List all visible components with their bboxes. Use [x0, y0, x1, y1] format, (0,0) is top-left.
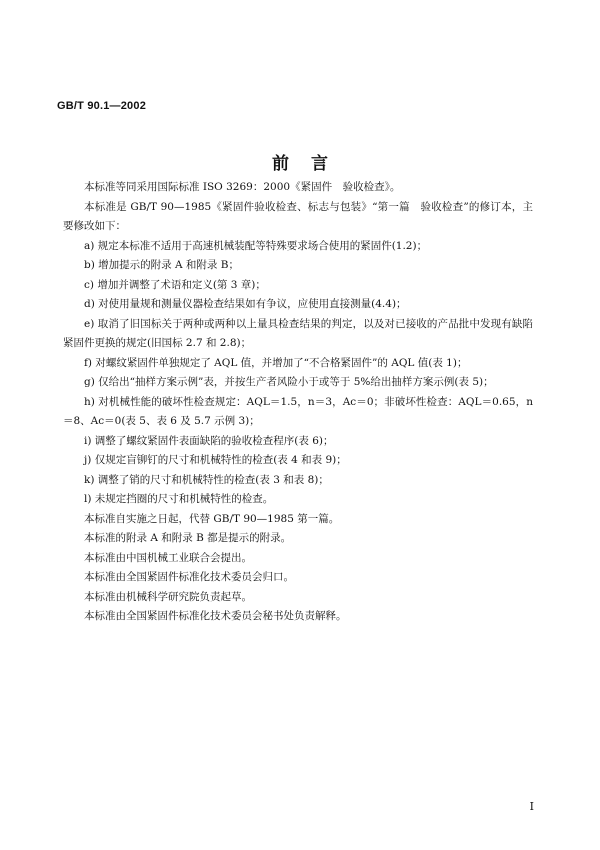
list-item: j) 仅规定盲铆钉的尺寸和机械特性的检查(表 4 和表 9)； — [84, 454, 347, 466]
list-item: h) 对机械性能的破坏性检查规定：AQL＝1.5，n＝3，Ac＝0；非破坏性检查：AQL＝0.65，n＝8、Ac＝0(表 5、表 6 及 5.7 示例 3)； — [63, 395, 533, 427]
page-title: 前言 — [272, 154, 350, 174]
paragraph: 本标准由中国机械工业联合会提出。 — [84, 551, 252, 564]
page-number: I — [529, 800, 534, 813]
paragraph: 本标准等同采用国际标准 ISO 3269：2000《紧固件 验收检查》。 — [84, 181, 401, 193]
list-item: i) 调整了螺纹紧固件表面缺陷的验收检查程序(表 6)； — [84, 434, 334, 447]
list-item: k) 调整了销的尺寸和机械特性的检查(表 3 和表 8)； — [84, 473, 329, 486]
list-item: c) 增加并调整了术语和定义(第 3 章)； — [84, 278, 266, 291]
list-item: d) 对使用量规和测量仪器检查结果如有争议，应使用直接测量(4.4)； — [84, 298, 407, 310]
paragraph: 本标准自实施之日起，代替 GB/T 90—1985 第一篇。 — [84, 512, 340, 525]
list-item: g) 仅给出“抽样方案示例”表，并按生产者风险小于或等于 5%给出抽样方案示例(表 5)； — [84, 376, 494, 388]
paragraph: 本标准由全国紧固件标准化技术委员会归口。 — [84, 571, 294, 583]
paragraph: 本标准由机械科学研究院负责起草。 — [84, 590, 252, 603]
foreword-body — [63, 178, 533, 627]
list-item: a) 规定本标准不适用于高速机械装配等特殊要求场合使用的紧固件(1.2)； — [84, 239, 428, 252]
list-item: l) 未规定挡圈的尺寸和机械特性的检查。 — [84, 493, 274, 505]
paragraph: 本标准的附录 A 和附录 B 都是提示的附录。 — [84, 532, 292, 544]
list-item: e) 取消了旧国标关于两种或两种以上量具检查结果的判定，以及对已接收的产品批中发现有缺陷紧固件更换的规定(旧国标 2.7 和 2.8)； — [63, 317, 533, 349]
paragraph: 本标准是 GB/T 90—1985《紧固件验收检查、标志与包装》“第一篇 验收检查”的修订本，主要修改如下： — [63, 200, 533, 232]
standard-code: GB/T 90.1—2002 — [57, 100, 147, 112]
list-item: b) 增加提示的附录 A 和附录 B； — [84, 259, 239, 271]
paragraph: 本标准由全国紧固件标准化技术委员会秘书处负责解释。 — [84, 610, 347, 622]
list-item: f) 对螺纹紧固件单独规定了 AQL 值，并增加了“不合格紧固件”的 AQL 值(表 1)； — [84, 356, 468, 369]
